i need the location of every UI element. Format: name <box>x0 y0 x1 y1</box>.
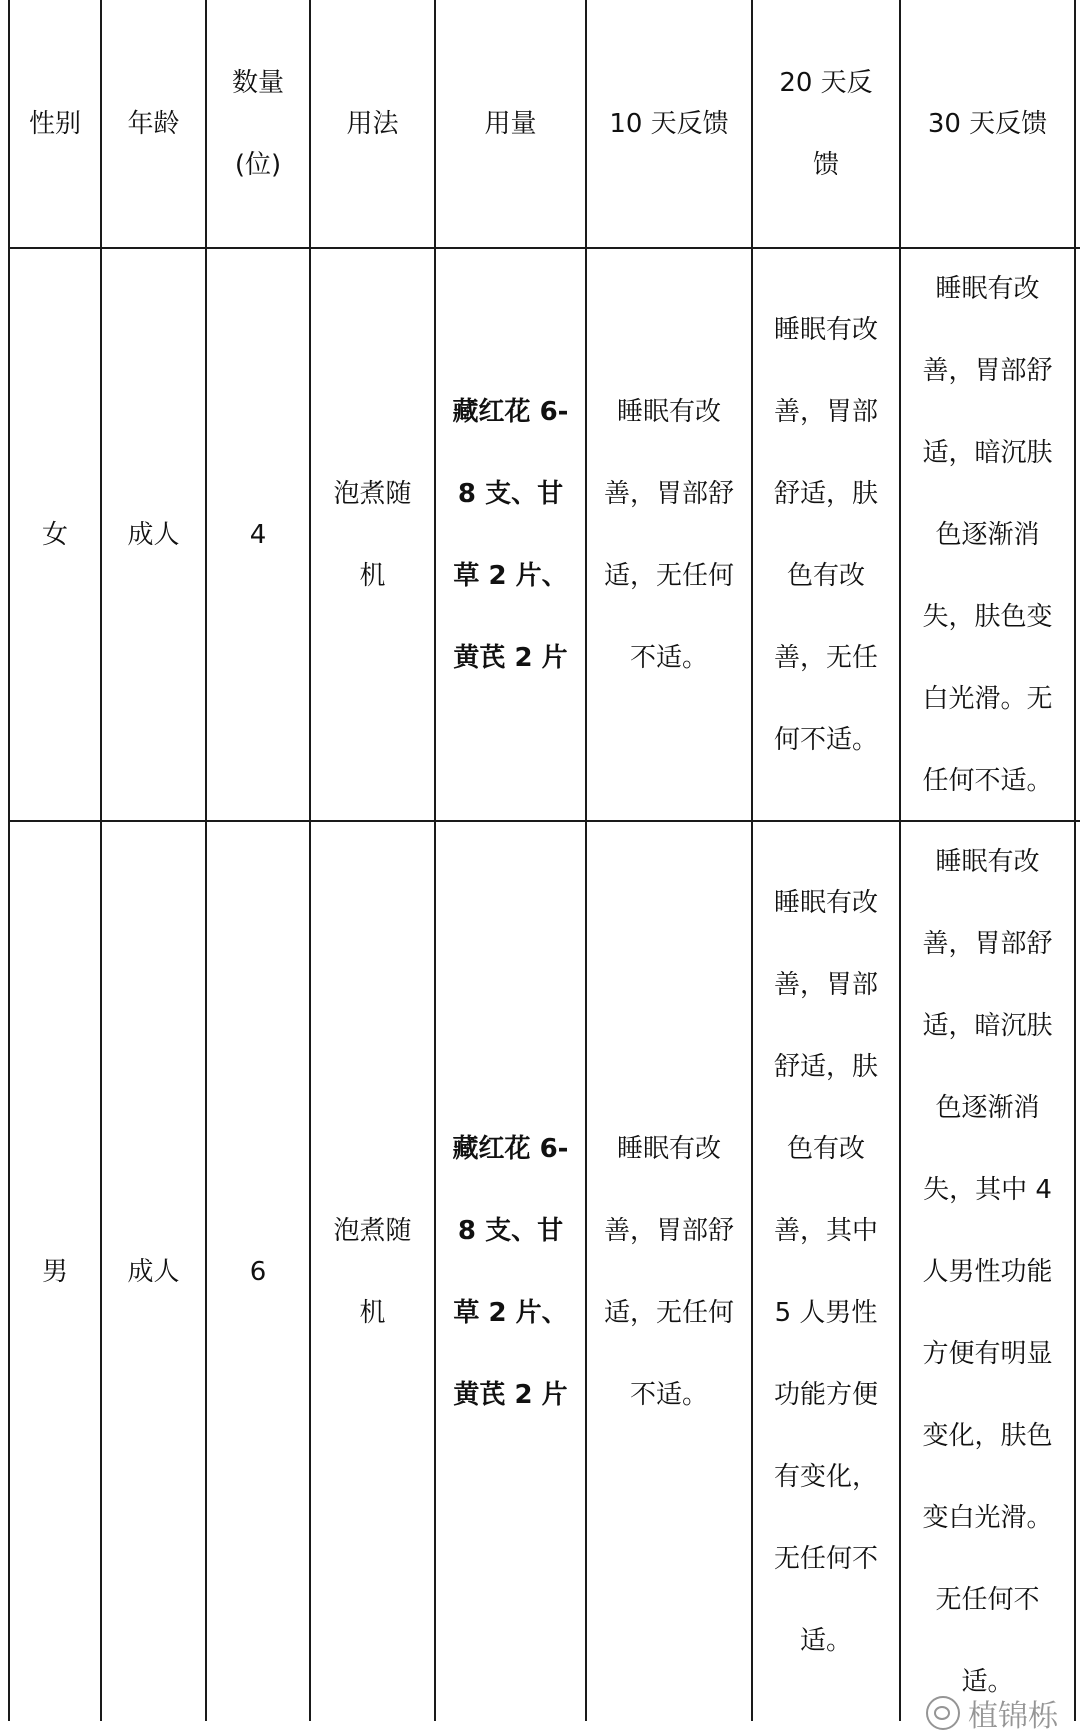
cell-text: 睡眠有改善，胃部舒适，无任何不适。 <box>603 1133 734 1410</box>
cell-text: 6 <box>249 1256 267 1287</box>
header-cell-method <box>311 0 434 247</box>
cell-text: 睡眠有改善，胃部舒适，暗沉肤色逐渐消失，肤色变白光滑。无任何不适。 <box>922 273 1053 796</box>
header-cell-dosage <box>436 0 585 247</box>
cell-text: 泡煮随机 <box>333 1215 412 1328</box>
wechat-icon <box>926 1696 960 1730</box>
header-label: 10 天反馈 <box>609 108 729 139</box>
table-cell-feedback-30 <box>901 249 1074 820</box>
watermark <box>926 1691 1058 1735</box>
cell-text: 成人 <box>127 519 180 550</box>
table-cell-dosage <box>436 249 585 820</box>
cell-text: 睡眠有改善，胃部舒适，肤色有改善，其中 5 人男性功能方便有变化，无任何不适。 <box>773 887 878 1656</box>
header-label: 30 天反馈 <box>927 108 1048 139</box>
table-cell-feedback-20 <box>753 249 899 820</box>
header-cell-feedback-30 <box>901 0 1074 247</box>
table-cell-dosage <box>436 822 585 1721</box>
cell-text: 女 <box>41 519 68 550</box>
cell-text: 藏红花 6-8 支、甘草 2 片、黄芪 2 片 <box>452 1133 569 1410</box>
cell-text: 泡煮随机 <box>333 478 412 591</box>
table-cell-feedback-20 <box>753 822 899 1721</box>
cell-text: 藏红花 6-8 支、甘草 2 片、黄芪 2 片 <box>452 396 569 673</box>
cell-text: 睡眠有改善，胃部舒适，暗沉肤色逐渐消失，其中 4 人男性功能方便有明显变化，肤色变白光滑。无任何不适。 <box>922 846 1053 1697</box>
table-cell-age <box>102 249 205 820</box>
table-cell-count <box>207 249 309 820</box>
header-cell-feedback-20 <box>753 0 899 247</box>
table-cell-method <box>311 822 434 1721</box>
header-label: 数量(位) <box>231 67 284 180</box>
table-cell-gender <box>10 822 100 1721</box>
header-cell-gender <box>10 0 100 247</box>
header-label: 用量 <box>484 108 537 139</box>
header-cell-feedback-10 <box>587 0 751 247</box>
table-cell-feedback-30 <box>901 822 1074 1721</box>
header-label: 年龄 <box>127 108 180 139</box>
cell-text: 睡眠有改善，胃部舒适，无任何不适。 <box>603 396 734 673</box>
table-cell-count <box>207 822 309 1721</box>
header-label: 20 天反馈 <box>779 67 873 180</box>
header-cell-count <box>207 0 309 247</box>
header-label: 用法 <box>346 108 399 139</box>
cell-text: 4 <box>249 519 267 550</box>
table-border-right <box>1074 0 1076 1721</box>
table-cell-gender <box>10 249 100 820</box>
header-cell-age <box>102 0 205 247</box>
table-cell-feedback-10 <box>587 249 751 820</box>
cell-text: 男 <box>41 1256 68 1287</box>
table-cell-feedback-10 <box>587 822 751 1721</box>
cell-text: 睡眠有改善，胃部舒适，肤色有改善，无任何不适。 <box>773 314 878 755</box>
table-cell-age <box>102 822 205 1721</box>
header-label: 性别 <box>28 108 81 139</box>
cell-text: 成人 <box>127 1256 180 1287</box>
table-cell-method <box>311 249 434 820</box>
watermark-text: 植锦栎 <box>968 1699 1058 1734</box>
